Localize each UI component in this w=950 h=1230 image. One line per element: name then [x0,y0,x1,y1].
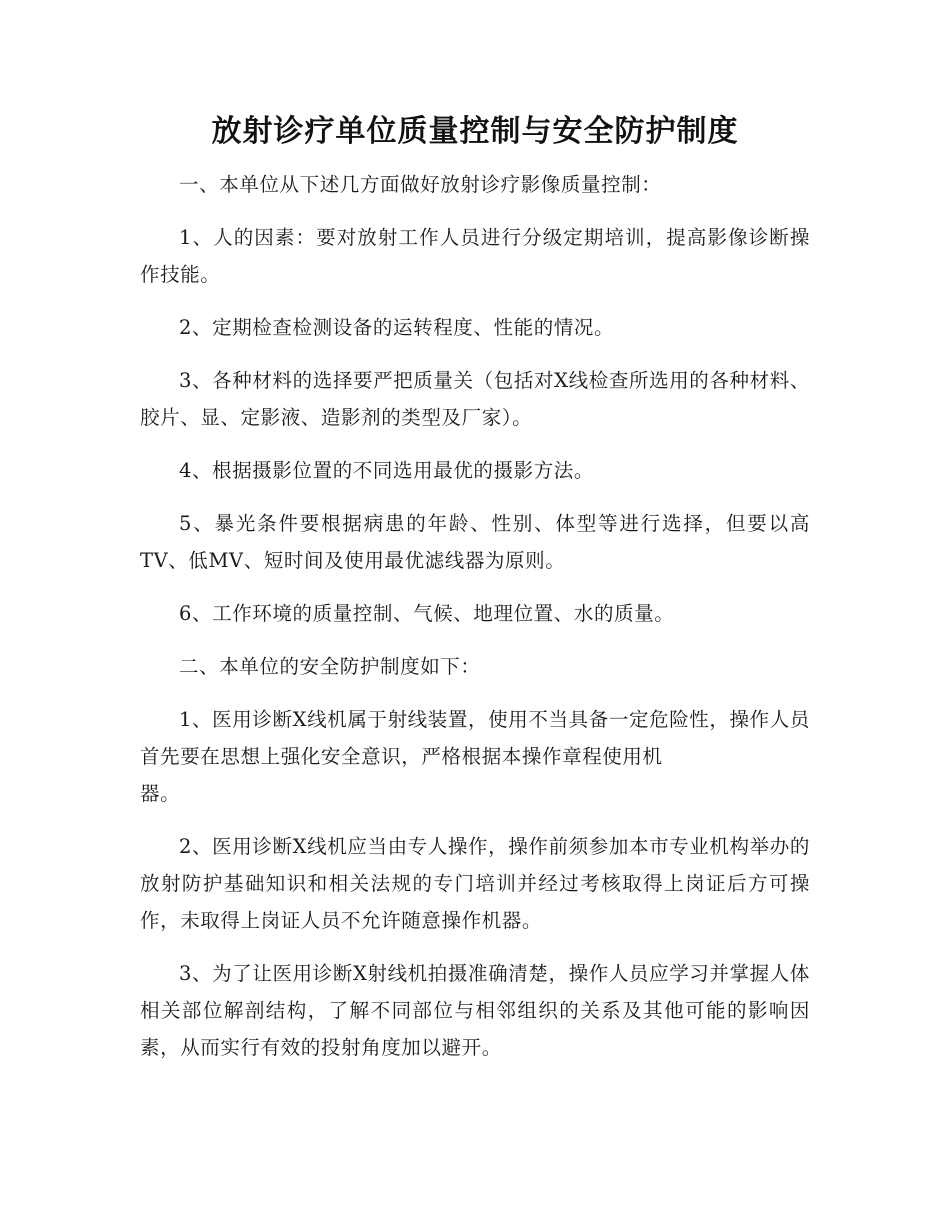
paragraph-quality-4: 4、根据摄影位置的不同选用最优的摄影方法。 [179,459,595,482]
paragraph-quality-2: 2、定期检查检测设备的运转程度、性能的情况。 [179,316,615,339]
paragraph-safety-3: 3、为了让医用诊断X射线机拍摄准确清楚，操作人员应学习并掌握人体相关部位解剖结构，了解不同部位与相邻组织的关系及其他可能的影响因素，从而实行有效的投射角度加以避开。 [140,962,810,1059]
paragraph-safety-1: 1、医用诊断X线机属于射线装置，使用不当具备一定危险性，操作人员首先要在思想上强化安全意识，严格根据本操作章程使用机 器。 [140,708,810,805]
document-body [140,166,810,1082]
document-title: 放射诊疗单位质量控制与安全防护制度 [211,114,739,149]
paragraph-quality-1: 1、人的因素：要对放射工作人员进行分级定期培训，提高影像诊断操作技能。 [140,226,810,286]
paragraph-safety-2: 2、医用诊断X线机应当由专人操作，操作前须参加本市专业机构举办的放射防护基础知识和相关法规的专门培训并经过考核取得上岗证后方可操作，未取得上岗证人员不允许随意操作机器。 [140,835,810,932]
section-1-heading: 一、本单位从下述几方面做好放射诊疗影像质量控制： [179,173,662,196]
paragraph-quality-6: 6、工作环境的质量控制、气候、地理位置、水的质量。 [179,602,675,625]
paragraph-quality-5: 5、暴光条件要根据病患的年龄、性别、体型等进行选择，但要以高TV、低MV、短时间及使用最优滤线器为原则。 [140,512,810,572]
section-2-heading: 二、本单位的安全防护制度如下： [179,655,481,678]
paragraph-quality-3: 3、各种材料的选择要严把质量关（包括对X线检查所选用的各种材料、胶片、显、定影液、造影剂的类型及厂家）。 [140,369,810,429]
